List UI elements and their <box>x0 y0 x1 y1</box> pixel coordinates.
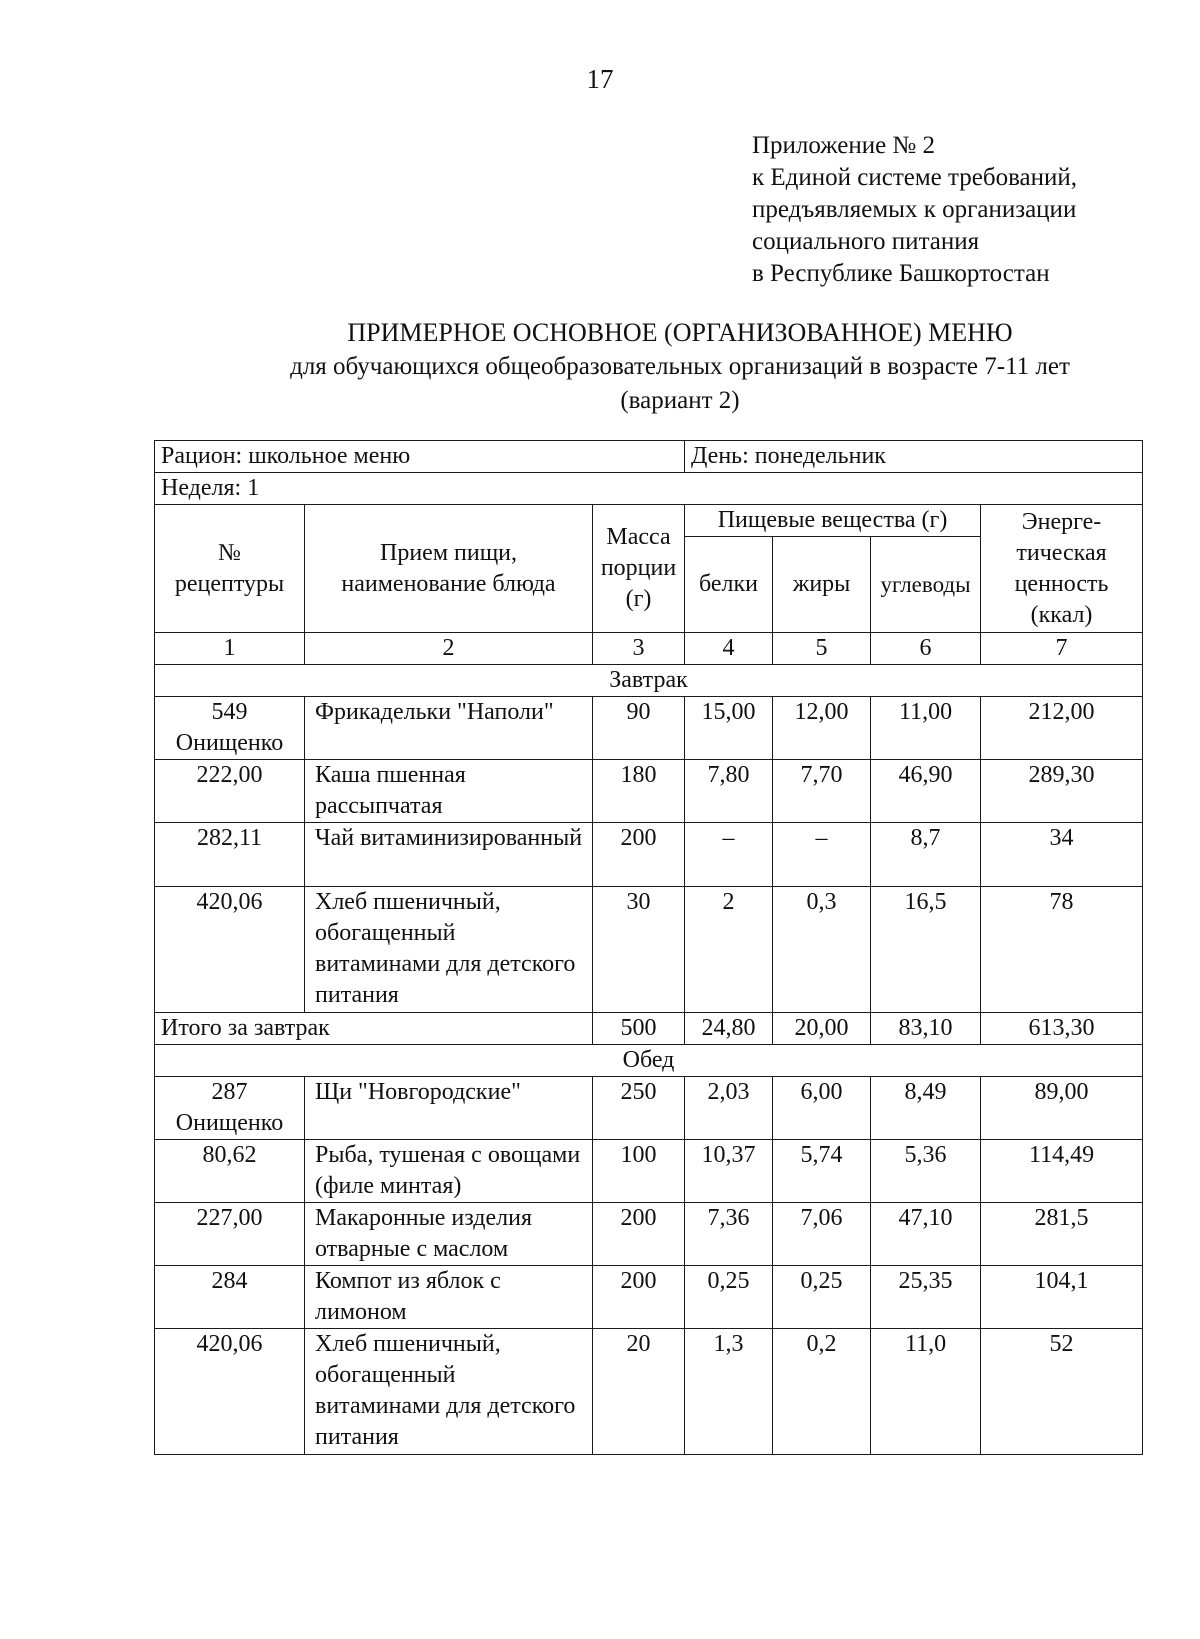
dish-cell: Рыба, тушеная с овощами (филе минтая) <box>305 1140 593 1203</box>
recipe-cell: 282,11 <box>155 823 305 887</box>
total-label: Итого за завтрак <box>155 1013 593 1045</box>
energy-cell: 78 <box>981 887 1143 1013</box>
table-row <box>155 1266 1143 1329</box>
protein-cell: 7,80 <box>685 760 773 823</box>
fat-cell: 12,00 <box>773 697 871 760</box>
appendix-line: социального питания <box>752 228 980 255</box>
header-carbs: углеводы <box>871 537 981 633</box>
carbs-cell: 83,10 <box>871 1013 981 1045</box>
protein-cell: 10,37 <box>685 1140 773 1203</box>
table-row <box>155 760 1143 823</box>
protein-cell: 7,36 <box>685 1203 773 1266</box>
mass-cell: 180 <box>593 760 685 823</box>
table-row <box>155 1077 1143 1140</box>
header-recipe: № рецептуры <box>155 505 305 633</box>
recipe-cell: 549 Онищенко <box>155 697 305 760</box>
header-fat: жиры <box>773 537 871 633</box>
protein-cell: 0,25 <box>685 1266 773 1329</box>
mass-cell: 20 <box>593 1329 685 1455</box>
document-subtitle: для обучающихся общеобразовательных организаций в возрасте 7-11 лет <box>290 353 1070 380</box>
carbs-cell: 8,49 <box>871 1077 981 1140</box>
recipe-cell: 420,06 <box>155 887 305 1013</box>
carbs-cell: 46,90 <box>871 760 981 823</box>
dish-cell: Щи "Новгородские" <box>305 1077 593 1140</box>
energy-cell: 289,30 <box>981 760 1143 823</box>
carbs-cell: 47,10 <box>871 1203 981 1266</box>
mass-cell: 100 <box>593 1140 685 1203</box>
table-row <box>155 1203 1143 1266</box>
fat-cell: 0,25 <box>773 1266 871 1329</box>
protein-cell: 2 <box>685 887 773 1013</box>
carbs-cell: 11,0 <box>871 1329 981 1455</box>
dish-cell: Хлеб пшеничный, обогащенный витаминами для детского питания <box>305 887 593 1013</box>
recipe-cell: 287 Онищенко <box>155 1077 305 1140</box>
section-breakfast: Завтрак <box>155 665 1143 697</box>
column-number: 6 <box>871 633 981 665</box>
carbs-cell: 11,00 <box>871 697 981 760</box>
dish-cell: Компот из яблок с лимоном <box>305 1266 593 1329</box>
energy-cell: 34 <box>981 823 1143 887</box>
dish-cell: Фрикадельки "Наполи" <box>305 697 593 760</box>
week-cell: Неделя: 1 <box>155 473 1143 505</box>
energy-cell: 613,30 <box>981 1013 1143 1045</box>
table-row <box>155 1140 1143 1203</box>
fat-cell: 7,70 <box>773 760 871 823</box>
mass-cell: 500 <box>593 1013 685 1045</box>
fat-cell: 20,00 <box>773 1013 871 1045</box>
appendix-line: предъявляемых к организации <box>752 196 1077 223</box>
appendix-line: Приложение № 2 <box>752 132 936 159</box>
mass-cell: 30 <box>593 887 685 1013</box>
energy-cell: 114,49 <box>981 1140 1143 1203</box>
day-cell: День: понедельник <box>685 441 1143 473</box>
mass-cell: 250 <box>593 1077 685 1140</box>
energy-cell: 281,5 <box>981 1203 1143 1266</box>
page-number: 17 <box>586 64 614 94</box>
header-nutrients: Пищевые вещества (г) <box>685 505 981 537</box>
fat-cell: 6,00 <box>773 1077 871 1140</box>
dish-cell: Макаронные изделия отварные с маслом <box>305 1203 593 1266</box>
mass-cell: 200 <box>593 1203 685 1266</box>
column-number: 7 <box>981 633 1143 665</box>
protein-cell: 2,03 <box>685 1077 773 1140</box>
carbs-cell: 8,7 <box>871 823 981 887</box>
carbs-cell: 16,5 <box>871 887 981 1013</box>
recipe-cell: 420,06 <box>155 1329 305 1455</box>
energy-cell: 89,00 <box>981 1077 1143 1140</box>
header-protein: белки <box>685 537 773 633</box>
mass-cell: 200 <box>593 823 685 887</box>
fat-cell: 5,74 <box>773 1140 871 1203</box>
mass-cell: 90 <box>593 697 685 760</box>
fat-cell: 0,3 <box>773 887 871 1013</box>
table-row <box>155 887 1143 1013</box>
recipe-cell: 222,00 <box>155 760 305 823</box>
appendix-block <box>752 130 1077 290</box>
energy-cell: 212,00 <box>981 697 1143 760</box>
recipe-cell: 80,62 <box>155 1140 305 1203</box>
dish-cell: Каша пшенная рассыпчатая <box>305 760 593 823</box>
appendix-line: в Республике Башкортостан <box>752 260 1050 287</box>
document-variant: (вариант 2) <box>620 387 740 414</box>
table-row <box>155 697 1143 760</box>
column-number: 3 <box>593 633 685 665</box>
menu-table <box>154 440 1143 1455</box>
ration-cell: Рацион: школьное меню <box>155 441 685 473</box>
mass-cell: 200 <box>593 1266 685 1329</box>
protein-cell: – <box>685 823 773 887</box>
dish-cell: Хлеб пшеничный, обогащенный витаминами для детского питания <box>305 1329 593 1455</box>
column-number: 2 <box>305 633 593 665</box>
fat-cell: 0,2 <box>773 1329 871 1455</box>
header-dish: Прием пищи, наименование блюда <box>305 505 593 633</box>
column-number: 1 <box>155 633 305 665</box>
document-title: ПРИМЕРНОЕ ОСНОВНОЕ (ОРГАНИЗОВАННОЕ) МЕНЮ <box>347 318 1013 347</box>
recipe-cell: 284 <box>155 1266 305 1329</box>
table-row <box>155 823 1143 887</box>
column-number: 4 <box>685 633 773 665</box>
protein-cell: 15,00 <box>685 697 773 760</box>
dish-cell: Чай витаминизированный <box>305 823 593 887</box>
fat-cell: 7,06 <box>773 1203 871 1266</box>
protein-cell: 24,80 <box>685 1013 773 1045</box>
header-mass: Масса порции (г) <box>593 505 685 633</box>
energy-cell: 104,1 <box>981 1266 1143 1329</box>
carbs-cell: 5,36 <box>871 1140 981 1203</box>
fat-cell: – <box>773 823 871 887</box>
table-row <box>155 1329 1143 1455</box>
total-row <box>155 1013 1143 1045</box>
column-number: 5 <box>773 633 871 665</box>
protein-cell: 1,3 <box>685 1329 773 1455</box>
carbs-cell: 25,35 <box>871 1266 981 1329</box>
energy-cell: 52 <box>981 1329 1143 1455</box>
appendix-line: к Единой системе требований, <box>752 164 1078 191</box>
header-energy: Энерге-тическая ценность (ккал) <box>981 505 1143 633</box>
section-lunch: Обед <box>155 1045 1143 1077</box>
recipe-cell: 227,00 <box>155 1203 305 1266</box>
